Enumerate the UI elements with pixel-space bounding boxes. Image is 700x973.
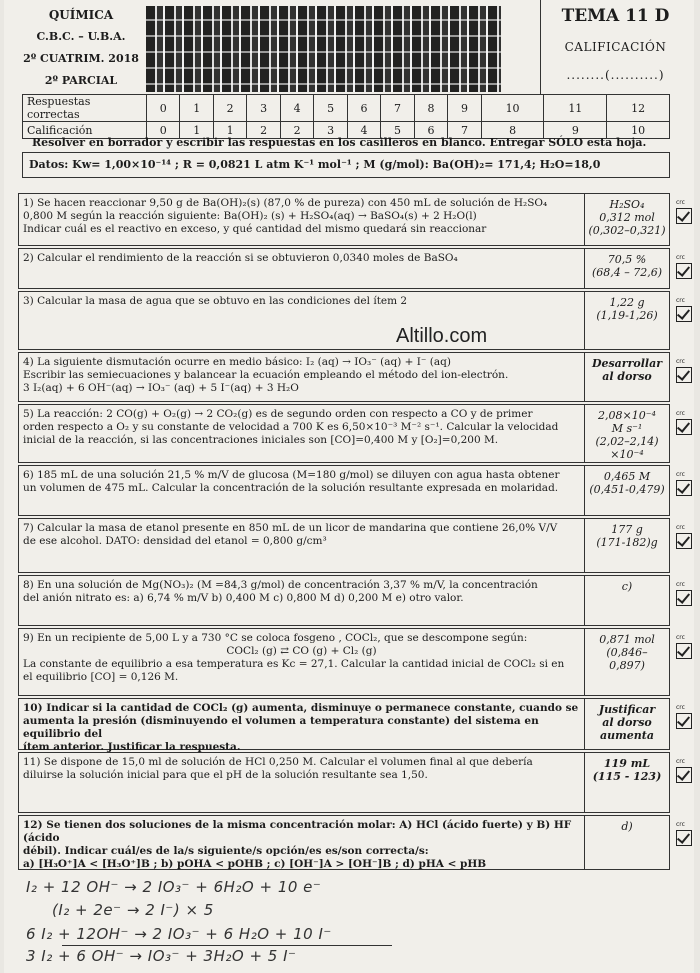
score-cell: 6	[414, 122, 447, 139]
checkmark-icon	[676, 590, 692, 606]
score-cell: 3	[247, 95, 280, 122]
instructions: Resolver en borrador y escribir las respuestas en los casilleros en blanco. Entregar SÓLO esta hoja.	[32, 136, 647, 149]
question-line: 4) La siguiente dismutación ocurre en medio básico: I₂ (aq) → IO₃⁻ (aq) + I⁻ (aq)	[23, 356, 451, 368]
question-10	[18, 698, 670, 753]
question-line: 6) 185 mL de una solución 21,5 % m/V de glucosa (M=180 g/mol) se diluyen con agua hasta obtener	[23, 469, 560, 481]
question-line: 5) La reacción: 2 CO(g) + O₂(g) → 2 CO₂(g) es de segundo orden con respecto a CO y de primer	[23, 408, 533, 420]
question-text	[19, 194, 585, 245]
answer-line: (1,19-1,26)	[596, 309, 658, 322]
question-line: del anión nitrato es: a) 6,74 % m/V b) 0,400 M c) 0,800 M d) 0,200 M e) otro valor.	[23, 592, 464, 604]
check-label: crc	[676, 471, 685, 478]
handwritten-line: 6 I₂ + 12OH⁻ → 2 IO₃⁻ + 6 H₂O + 10 I⁻	[26, 925, 332, 943]
answer-line: (0,846–	[606, 646, 648, 659]
score-cell: 8	[481, 122, 544, 139]
check-label: crc	[676, 199, 685, 206]
score-cell: 5	[314, 95, 347, 122]
check-label: crc	[676, 524, 685, 531]
score-cell: 10	[607, 122, 670, 139]
institution: C.B.C. – U.B.A.	[36, 30, 126, 43]
question-line: el equilibrio [CO] = 0,126 M.	[23, 671, 179, 683]
question-line: diluirse la solución inicial para que el pH de la solución resultante sea 1,50.	[23, 769, 428, 781]
handwritten-divider	[62, 945, 392, 946]
answer-box	[585, 405, 669, 462]
question-line: ítem anterior. Justificar la respuesta.	[23, 741, 241, 753]
answer-line: 70,5 %	[607, 253, 647, 266]
check-label: crc	[676, 821, 685, 828]
checkmark-icon	[676, 713, 692, 729]
question-line: aumenta la presión (disminuyendo el volumen a temperatura constante) del sistema en equilibrio del	[23, 715, 539, 740]
score-cell: 5	[381, 122, 414, 139]
score-cell: 0	[147, 122, 180, 139]
question-line: 9) En un recipiente de 5,00 L y a 730 °C se coloca fosgeno , COCl₂, que se descompone según:	[23, 632, 528, 644]
question-text	[19, 353, 585, 401]
score-cell: 9	[448, 95, 481, 122]
checkmark-icon	[676, 830, 692, 846]
question-2	[18, 248, 670, 289]
score-cell: 2	[247, 122, 280, 139]
question-line: 8) En una solución de Mg(NO₃)₂ (M =84,3 g/mol) de concentración 3,37 % m/V, la concentración	[23, 579, 538, 591]
checkmark-icon	[676, 767, 692, 783]
tema-label: TEMA 11 D	[561, 6, 670, 26]
question-line: orden respecto a O₂ y su constante de velocidad a 700 K es 6,50×10⁻³ M⁻² s⁻¹. Calcular la velocidad	[23, 421, 559, 433]
answer-line: al dorso	[602, 370, 652, 383]
check-label: crc	[676, 634, 685, 641]
header-info	[18, 4, 144, 94]
answer-box	[585, 753, 669, 812]
handwritten-line: 3 I₂ + 6 OH⁻ → IO₃⁻ + 3H₂O + 5 I⁻	[26, 947, 297, 965]
question-line: 3 I₂(aq) + 6 OH⁻(aq) → IO₃⁻ (aq) + 5 I⁻(aq) + 3 H₂O	[23, 382, 299, 394]
row-label: Calificación	[23, 122, 147, 139]
question-line: 11) Se dispone de 15,0 ml de solución de HCl 0,250 M. Calcular el volumen final al que debería	[23, 756, 533, 768]
score-cell: 7	[448, 122, 481, 139]
question-line: Indicar cuál es el reactivo en exceso, y qué cantidad del mismo quedará sin reaccionar	[23, 223, 487, 235]
question-4	[18, 352, 670, 402]
answer-box	[585, 353, 669, 401]
score-cell: 4	[347, 122, 380, 139]
question-11	[18, 752, 670, 813]
question-line: COCl₂ (g) ⇄ CO (g) + Cl₂ (g)	[226, 645, 377, 657]
question-line: 10) Indicar si la cantidad de COCl₂ (g) aumenta, disminuye o permanece constante, cuando se	[23, 702, 579, 714]
answer-box	[585, 629, 669, 695]
question-12	[18, 815, 670, 870]
answer-line: 2,08×10⁻⁴	[598, 409, 656, 422]
answer-line: ×10⁻⁴	[610, 448, 644, 461]
answer-box	[585, 194, 669, 245]
grade-box	[540, 0, 690, 94]
answer-line: (171-182)g	[596, 536, 658, 549]
answer-box	[585, 292, 669, 349]
answer-line: (2,02–2,14)	[595, 435, 659, 448]
question-line: un volumen de 475 mL. Calcular la concentración de la solución resultante expresada en molaridad.	[23, 482, 559, 494]
score-cell: 10	[481, 95, 544, 122]
exam-sheet	[4, 0, 694, 973]
answer-line: 119 mL	[603, 757, 651, 770]
checkmark-icon	[676, 263, 692, 279]
answer-line: (0,451-0,479)	[589, 483, 665, 496]
question-line: inicial de la reacción, si las concentraciones iniciales son [CO]=0,400 M y [O₂]=0,200 M.	[23, 434, 499, 446]
answer-line: (115 - 123)	[592, 770, 662, 783]
question-line: 2) Calcular el rendimiento de la reacción si se obtuvieron 0,0340 moles de BaSO₄	[23, 252, 458, 264]
question-text	[19, 816, 585, 869]
answer-line: Justificar	[598, 703, 656, 716]
question-text	[19, 249, 585, 288]
question-text	[19, 753, 585, 812]
score-cell: 4	[280, 95, 313, 122]
question-line: de ese alcohol. DATO: densidad del etanol = 0,800 g/cm³	[23, 535, 327, 547]
answer-line: al dorso	[602, 716, 652, 729]
check-label: crc	[676, 410, 685, 417]
answer-line: H₂SO₄	[609, 198, 645, 211]
score-cell: 7	[381, 95, 414, 122]
answer-line: 0,312 mol	[599, 211, 655, 224]
answer-box	[585, 699, 669, 749]
correct-answers-row	[23, 95, 670, 122]
checkmark-icon	[676, 419, 692, 435]
answer-line: 1,22 g	[609, 296, 645, 309]
answer-line: aumenta	[600, 729, 654, 742]
calificacion-label: CALIFICACIÓN	[564, 40, 667, 54]
checkmark-icon	[676, 480, 692, 496]
answer-line: 0,871 mol	[599, 633, 655, 646]
handwritten-line: (I₂ + 2e⁻ → 2 I⁻) × 5	[52, 901, 214, 919]
score-cell: 11	[544, 95, 607, 122]
question-text	[19, 405, 585, 462]
question-line: La constante de equilibrio a esa temperatura es Kc = 27,1. Calcular la cantidad inicial de COCl₂ si en	[23, 658, 565, 670]
score-cell: 6	[347, 95, 380, 122]
checkmark-icon	[676, 306, 692, 322]
check-label: crc	[676, 758, 685, 765]
question-5	[18, 404, 670, 463]
answer-line: d)	[621, 820, 633, 833]
answer-box	[585, 249, 669, 288]
watermark: Altillo.com	[396, 325, 488, 347]
row-label: Respuestas correctas	[23, 95, 147, 122]
question-line: 7) Calcular la masa de etanol presente en 850 mL de un licor de mandarina que contiene 26,0% V/V	[23, 522, 558, 534]
checkmark-icon	[676, 367, 692, 383]
question-6	[18, 465, 670, 516]
answer-line: M s⁻¹	[611, 422, 643, 435]
answer-box	[585, 466, 669, 515]
subject: QUÍMICA	[48, 8, 114, 22]
answer-box	[585, 519, 669, 572]
score-cell: 2	[213, 95, 246, 122]
question-line: débil). Indicar cuál/es de la/s siguiente/s opción/es es/son correcta/s:	[23, 845, 429, 857]
question-line: 3) Calcular la masa de agua que se obtuvo en las condiciones del ítem 2	[23, 295, 408, 307]
answer-line: (0,302–0,321)	[588, 224, 666, 237]
checkmark-icon	[676, 208, 692, 224]
handwritten-line: I₂ + 12 OH⁻ → 2 IO₃⁻ + 6H₂O + 10 e⁻	[26, 878, 322, 896]
question-8	[18, 575, 670, 626]
check-label: crc	[676, 297, 685, 304]
checkmark-icon	[676, 533, 692, 549]
question-9	[18, 628, 670, 696]
answer-line: (68,4 – 72,6)	[591, 266, 663, 279]
question-line: 12) Se tienen dos soluciones de la misma concentración molar: A) HCl (ácido fuerte) y B) HF (ácido	[23, 819, 572, 844]
score-cell: 0	[147, 95, 180, 122]
question-1	[18, 193, 670, 246]
question-7	[18, 518, 670, 573]
question-3	[18, 291, 670, 350]
score-cell: 1	[180, 122, 213, 139]
term: 2º CUATRIM. 2018	[23, 52, 139, 65]
question-text	[19, 292, 585, 349]
exam-name: 2º PARCIAL	[44, 74, 118, 87]
question-text	[19, 576, 585, 625]
check-label: crc	[676, 358, 685, 365]
question-line: a) [H₃O⁺]A < [H₃O⁺]B ; b) pOHA < pOHB ; c) [OH⁻]A > [OH⁻]B ; d) pHA < pHB	[23, 858, 487, 870]
answer-box	[585, 576, 669, 625]
check-label: crc	[676, 704, 685, 711]
check-label: crc	[676, 254, 685, 261]
check-label: crc	[676, 581, 685, 588]
calificacion-line: ........(..........)	[566, 68, 665, 82]
question-line: 0,800 M según la reacción siguiente: Ba(OH)₂ (s) + H₂SO₄(aq) → BaSO₄(s) + 2 H₂O(l)	[23, 210, 477, 222]
answer-line: 0,465 M	[603, 470, 651, 483]
score-cell: 12	[607, 95, 670, 122]
question-line: 1) Se hacen reaccionar 9,50 g de Ba(OH)₂(s) (87,0 % de pureza) con 450 mL de solución de H₂SO₄	[23, 197, 548, 209]
checkmark-icon	[676, 643, 692, 659]
datos-box: Datos: Kw= 1,00×10⁻¹⁴ ; R = 0,0821 L atm K⁻¹ mol⁻¹ ; M (g/mol): Ba(OH)₂= 171,4; H₂O=18,0	[22, 152, 670, 178]
question-text	[19, 519, 585, 572]
redacted-student-name	[146, 6, 501, 92]
score-cell: 1	[180, 95, 213, 122]
score-cell: 8	[414, 95, 447, 122]
question-line: Escribir las semiecuaciones y balancear la ecuación empleando el método del ion-electrón.	[23, 369, 509, 381]
answer-line: c)	[621, 580, 633, 593]
answer-line: Desarrollar	[591, 357, 663, 370]
score-cell: 2	[280, 122, 313, 139]
answer-line: 177 g	[611, 523, 643, 536]
answer-line: 0,897)	[609, 659, 645, 672]
answer-box	[585, 816, 669, 869]
score-table	[22, 94, 670, 139]
score-cell: 1	[213, 122, 246, 139]
score-cell: 3	[314, 122, 347, 139]
question-text	[19, 699, 585, 753]
question-text	[19, 629, 585, 695]
score-cell: 9	[544, 122, 607, 139]
question-text	[19, 466, 585, 515]
